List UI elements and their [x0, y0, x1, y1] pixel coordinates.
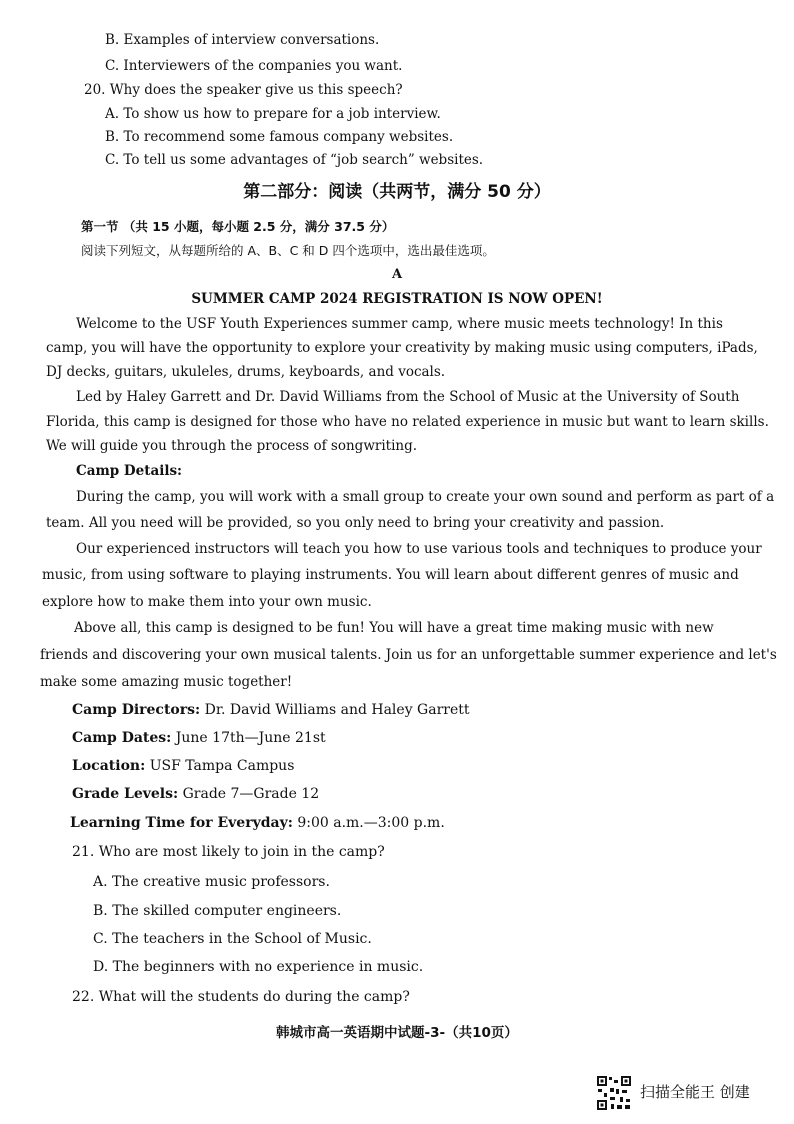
paragraph-line: We will guide you through the process of songwriting.	[46, 438, 418, 454]
page-footer: 韩城市高一英语期中试题-3-（共10页）	[276, 1025, 518, 1041]
info-value: Grade 7—Grade 12	[182, 786, 320, 802]
info-label: Camp Directors:	[72, 702, 201, 718]
info-label: Location:	[72, 758, 146, 774]
q19-option-c: C. Interviewers of the companies you want.	[105, 58, 403, 74]
info-learning-time	[70, 814, 445, 832]
q20-option-c: C. To tell us some advantages of “job search” websites.	[105, 152, 484, 168]
info-value: June 17th—June 21st	[175, 730, 326, 746]
info-dates	[72, 729, 326, 747]
info-label: Grade Levels:	[72, 786, 179, 802]
q20-stem: 20. Why does the speaker give us this speech?	[84, 82, 403, 98]
section1-heading: 第一节 （共 15 小题，每小题 2.5 分，满分 37.5 分）	[81, 219, 395, 234]
passage-label: A	[391, 267, 403, 282]
qr-code-icon	[596, 1075, 632, 1111]
paragraph-line: friends and discovering your own musical talents. Join us for an unforgettable summer experience and let's	[40, 647, 777, 663]
paragraph-line: DJ decks, guitars, ukuleles, drums, keyboards, and vocals.	[46, 364, 446, 380]
paragraph-line: Above all, this camp is designed to be fun! You will have a great time making music with new	[74, 620, 714, 636]
paragraph-line: Florida, this camp is designed for those who have no related experience in music but want to learn skills.	[46, 414, 769, 430]
q22-stem: 22. What will the students do during the camp?	[72, 989, 410, 1005]
scanner-brand-label: 扫描全能王 创建	[640, 1083, 750, 1101]
info-value: 9:00 a.m.—3:00 p.m.	[297, 815, 445, 831]
camp-details-heading: Camp Details:	[76, 463, 183, 479]
info-value: USF Tampa Campus	[149, 758, 295, 774]
section1-instruction: 阅读下列短文，从每题所给的 A、B、C 和 D 四个选项中，选出最佳选项。	[81, 243, 495, 258]
info-label: Learning Time for Everyday:	[70, 815, 293, 831]
q21-option-d: D. The beginners with no experience in music.	[93, 959, 424, 975]
paragraph-line: camp, you will have the opportunity to explore your creativity by making music using computers, iPads,	[46, 340, 758, 356]
paragraph-line: During the camp, you will work with a small group to create your own sound and perform as part of a	[76, 489, 775, 505]
part2-title: 第二部分：阅读（共两节，满分 50 分）	[243, 182, 551, 202]
q21-stem: 21. Who are most likely to join in the camp?	[72, 844, 385, 860]
info-directors	[72, 701, 470, 719]
paragraph-line: music, from using software to playing instruments. You will learn about different genres of music and	[42, 567, 739, 583]
q19-option-b: B. Examples of interview conversations.	[105, 32, 380, 48]
q21-option-a: A. The creative music professors.	[93, 874, 330, 890]
q21-option-c: C. The teachers in the School of Music.	[93, 931, 372, 947]
paragraph-line: explore how to make them into your own music.	[42, 594, 372, 610]
paragraph-line: Our experienced instructors will teach you how to use various tools and techniques to produce your	[76, 541, 762, 557]
paragraph-line: Welcome to the USF Youth Experiences summer camp, where music meets technology! In this	[76, 316, 723, 332]
info-label: Camp Dates:	[72, 730, 172, 746]
paragraph-line: Led by Haley Garrett and Dr. David Williams from the School of Music at the University of South	[76, 389, 740, 405]
paragraph-line: make some amazing music together!	[40, 674, 293, 690]
info-value: Dr. David Williams and Haley Garrett	[204, 702, 470, 718]
info-grade-levels	[72, 785, 319, 803]
q20-option-b: B. To recommend some famous company websites.	[105, 129, 454, 145]
passage-title: SUMMER CAMP 2024 REGISTRATION IS NOW OPEN!	[191, 291, 603, 307]
q21-option-b: B. The skilled computer engineers.	[93, 903, 342, 919]
q20-option-a: A. To show us how to prepare for a job interview.	[105, 106, 441, 122]
paragraph-line: team. All you need will be provided, so you only need to bring your creativity and passion.	[46, 515, 665, 531]
info-location	[72, 757, 294, 775]
